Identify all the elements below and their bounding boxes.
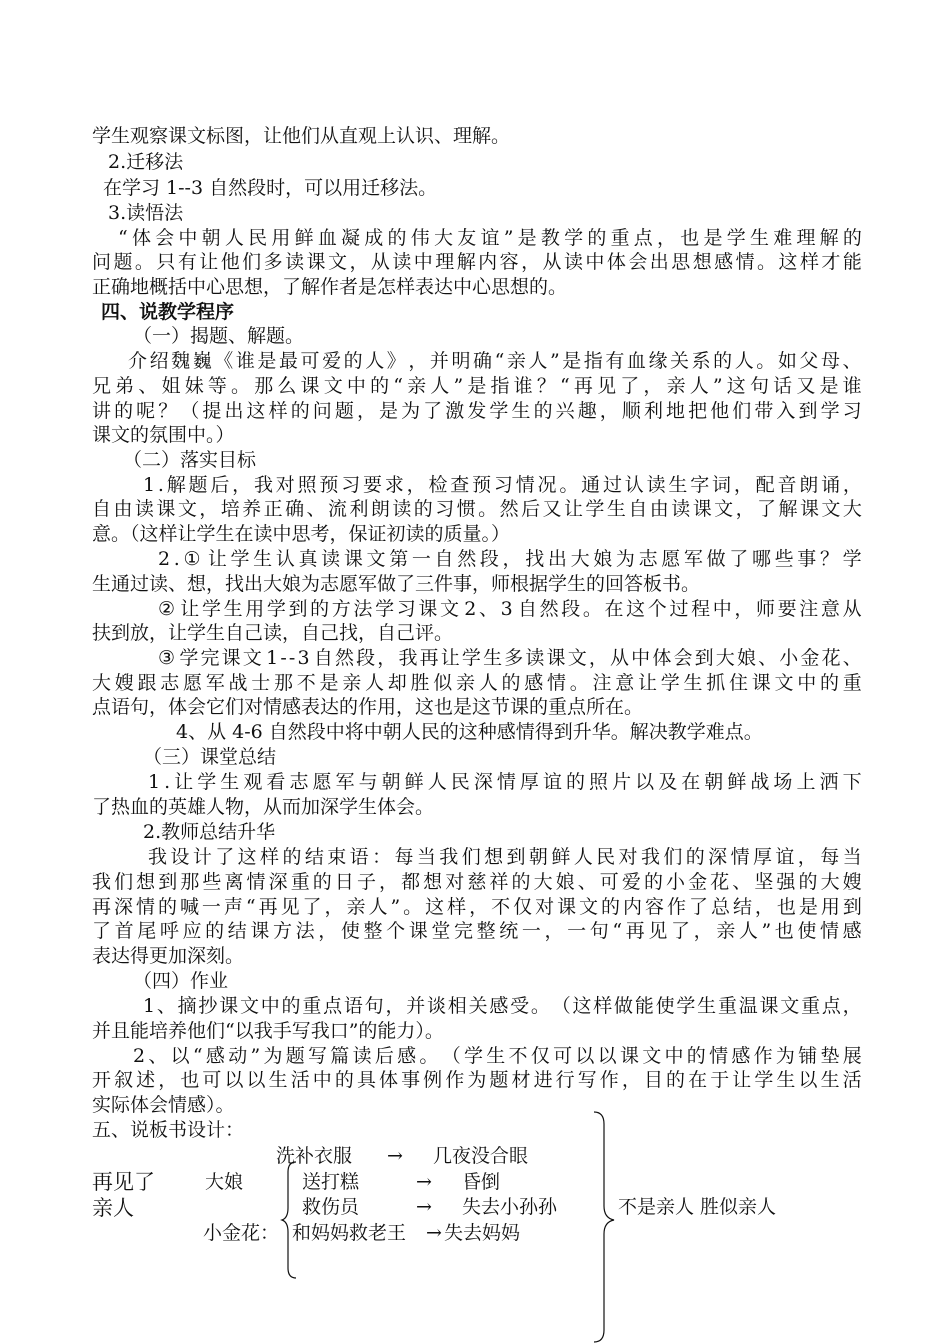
text-line-11: 兄 弟 、 姐 妹 等 。 那 么 课 文 中 的 “ 亲 人 ” 是 指 谁 ？ “ 再 见 了 ， 亲 人 ” 这 句 话 又 是 谁 <box>92 375 862 397</box>
board-row-1-arrow: → <box>387 1145 403 1167</box>
text-line-5: “ 体 会 中 朝 人 民 用 鲜 血 凝 成 的 伟 大 友 谊 ” 是 教 学 的 重 点 ， 也 是 学 生 难 理 解 的 <box>118 227 862 249</box>
text-line-27: 1 . 让 学 生 观 看 志 愿 军 与 朝 鲜 人 民 深 情 厚 谊 的 照 片 以 及 在 朝 鲜 战 场 上 洒 下 <box>148 771 862 793</box>
text-line-26: （三）课堂总结 <box>143 746 277 768</box>
board-daniang: 大娘 <box>205 1171 244 1193</box>
board-row-1-left: 洗补衣服 <box>276 1145 353 1167</box>
text-line-4: 3.读悟法 <box>108 202 184 224</box>
left-brace-icon <box>280 1160 300 1280</box>
text-line-36: 1 、 摘 抄 课 文 中 的 重 点 语 句 ， 并 谈 相 关 感 受 。 （ 这 样 做 能 使 学 生 重 温 课 文 重 点 ， <box>143 995 862 1017</box>
text-line-1: 学生观察课文标图，让他们从直观上认识、理解。 <box>92 125 511 147</box>
text-line-22: ③ 学 完 课 文 1 - - 3 自 然 段 ， 我 再 让 学 生 多 读 课 文 ， 从 中 体 会 到 大 娘 、 小 金 花 、 <box>158 647 862 669</box>
text-line-38: 2 、 以 “ 感 动 ” 为 题 写 篇 读 后 感 。 （ 学 生 不 仅 可 以 以 课 文 中 的 情 感 作 为 铺 垫 展 <box>133 1045 862 1067</box>
board-row-3-arrow: → <box>416 1196 432 1218</box>
text-line-9: （一）揭题、解题。 <box>133 325 305 347</box>
text-line-33: 了 首 尾 呼 应 的 结 课 方 法 ， 使 整 个 课 堂 完 整 统 一 ， 一 句 “ 再 见 了 ， 亲 人 ” 也 使 情 感 <box>92 920 862 942</box>
right-brace-icon <box>590 1110 618 1344</box>
text-line-32: 再 深 情 的 喊 一 声 “ 再 见 了 ， 亲 人 ” 。 这 样 ， 不 仅 对 课 文 的 内 容 作 了 总 结 ， 也 是 用 到 <box>92 896 862 918</box>
board-row-4-left: 和妈妈救老王 <box>292 1222 407 1244</box>
board-title-line-1: 再见了 <box>92 1170 155 1194</box>
text-line-2: 2.迁移法 <box>108 151 184 173</box>
text-line-19: 生通过读、想，找出大娘为志愿军做了三件事，师根据学生的回答板书。 <box>92 573 701 595</box>
board-row-2-arrow: → <box>416 1171 432 1193</box>
board-row-3-left: 救伤员 <box>302 1196 360 1218</box>
text-line-35: （四）作业 <box>133 970 229 992</box>
text-line-31: 我 们 想 到 那 些 离 情 深 重 的 日 子 ， 都 想 对 慈 祥 的 大 娘 、 可 爱 的 小 金 花 、 坚 强 的 大 嫂 <box>92 871 862 893</box>
text-line-39: 开 叙 述 ， 也 可 以 以 生 活 中 的 具 体 事 例 作 为 题 材 进 行 写 作 ， 目 的 在 于 让 学 生 以 生 活 <box>92 1069 862 1091</box>
text-line-16: 自 由 读 课 文 ， 培 养 正 确 、 流 利 朗 读 的 习 惯 。 然 后 又 让 学 生 自 由 读 课 文 ， 了 解 课 文 大 <box>92 498 862 520</box>
text-line-20: ② 让 学 生 用 学 到 的 方 法 学 习 课 文 2 、 3 自 然 段 。 在 这 个 过 程 中 ， 师 要 注 意 从 <box>158 598 862 620</box>
text-line-7: 正确地概括中心思想，了解作者是怎样表达中心思想的。 <box>92 276 568 298</box>
section-heading: 四、说教学程序 <box>101 301 235 323</box>
text-line-17: 意。（这样让学生在读中思考，保证初读的质量。） <box>92 523 511 545</box>
board-row-2-right: 昏倒 <box>462 1171 501 1193</box>
text-line-41: 五、说板书设计： <box>92 1119 245 1141</box>
board-xiaojinhua: 小金花： <box>203 1222 280 1244</box>
board-title-line-2: 亲人 <box>92 1196 134 1220</box>
text-line-3: 在学习 1--3 自然段时，可以用迁移法。 <box>103 177 438 199</box>
text-line-18: 2 . ① 让 学 生 认 真 读 课 文 第 一 自 然 段 ， 找 出 大 娘 为 志 愿 军 做 了 哪 些 事 ？ 学 <box>158 548 862 570</box>
text-line-28: 了热血的英雄人物，从而加深学生体会。 <box>92 796 435 818</box>
text-line-37: 并且能培养他们“以我手写我口”的能力）。 <box>92 1020 444 1042</box>
text-line-13: 课文的氛围中。） <box>92 424 235 446</box>
text-line-12: 讲 的 呢 ？ （ 提 出 这 样 的 问 题 ， 是 为 了 激 发 学 生 的 兴 趣 ， 顺 利 地 把 他 们 带 入 到 学 习 <box>92 400 862 422</box>
board-row-2-left: 送打糕 <box>302 1171 360 1193</box>
text-line-23: 大 嫂 跟 志 愿 军 战 士 那 不 是 亲 人 却 胜 似 亲 人 的 感 情 。 注 意 让 学 生 抓 住 课 文 中 的 重 <box>92 672 862 694</box>
board-row-4-arrow: → <box>426 1222 442 1244</box>
text-line-40: 实际体会情感）。 <box>92 1094 235 1116</box>
text-line-34: 表达得更加深刻。 <box>92 945 245 967</box>
text-line-15: 1 . 解 题 后 ， 我 对 照 预 习 要 求 ， 检 查 预 习 情 况 。 通 过 认 读 生 字 词 ， 配 音 朗 诵 ， <box>143 474 862 496</box>
text-line-14: （二）落实目标 <box>123 449 257 471</box>
text-line-25: 4、从 4-6 自然段中将中朝人民的这种感情得到升华。解决教学难点。 <box>176 721 763 743</box>
text-line-24: 点语句，体会它们对情感表达的作用，这也是这节课的重点所在。 <box>92 696 644 718</box>
text-line-10: 介 绍 魏 巍 《 谁 是 最 可 爱 的 人 》 ， 并 明 确 “ 亲 人 ” 是 指 有 血 缘 关 系 的 人 。 如 父 母 、 <box>128 350 862 372</box>
text-line-30: 我 设 计 了 这 样 的 结 束 语 ： 每 当 我 们 想 到 朝 鲜 人 民 对 我 们 的 深 情 厚 谊 ， 每 当 <box>148 846 862 868</box>
board-conclusion: 不是亲人 胜似亲人 <box>618 1196 777 1218</box>
text-line-29: 2.教师总结升华 <box>143 821 276 843</box>
board-row-1-right: 几夜没合眼 <box>433 1145 529 1167</box>
text-line-6: 问 题 。 只 有 让 他 们 多 读 课 文 ， 从 读 中 理 解 内 容 ， 从 读 中 体 会 出 思 想 感 情 。 这 样 才 能 <box>92 251 862 273</box>
text-line-21: 扶到放，让学生自己读，自己找，自己评。 <box>92 622 454 644</box>
board-row-3-right: 失去小孙孙 <box>462 1196 558 1218</box>
board-row-4-right: 失去妈妈 <box>444 1222 521 1244</box>
